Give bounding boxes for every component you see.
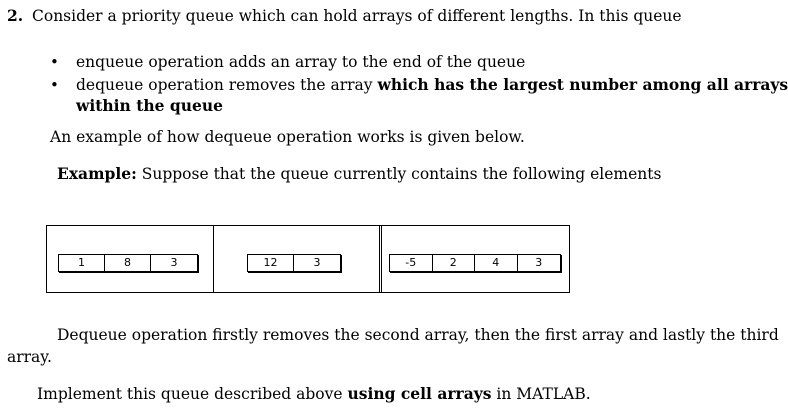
example-intro: An example of how dequeue operation works is given below. [50,128,525,146]
array-cell: 3 [170,256,178,269]
queue-array-2 [247,254,341,272]
bullet-dequeue-bold-cont: within the queue [76,96,224,115]
queue-divider-1 [213,226,214,292]
bullet-dequeue-plain: dequeue operation removes the array [76,76,378,94]
bullet-icon-1: • [50,53,59,71]
array-cell: 12 [248,255,294,271]
array-cell: 1 [59,255,105,271]
question-text: Consider a priority queue which can hold arrays of different lengths. In this queue [32,7,682,25]
array-cell: 3 [535,256,543,269]
array-cell: 4 [475,255,518,271]
implement-plain-2: in MATLAB. [491,385,591,403]
bullet-icon-2: • [50,76,59,94]
queue-diagram [46,225,570,293]
bullet-dequeue-bold: which has the largest number among all arrays [377,75,788,94]
example-line [57,164,661,184]
example-text: Suppose that the queue currently contains the following elements [136,165,662,183]
array-cell: 3 [313,256,321,269]
array-cell: 8 [105,255,151,271]
queue-divider-2 [379,226,382,292]
array-cell: -5 [390,255,433,271]
implement-plain-1: Implement this queue described above [37,385,348,403]
example-label: Example: [57,164,137,183]
dequeue-description: Dequeue operation firstly removes the second array, then the first array and lastly the third [57,326,779,344]
queue-array-1 [58,254,198,272]
question-number: 2. [7,6,24,25]
dequeue-description-cont: array. [7,348,52,366]
queue-array-3 [389,254,561,272]
implement-bold: using cell arrays [347,384,492,403]
bullet-enqueue-text: enqueue operation adds an array to the end of the queue [76,53,526,71]
implement-line [37,384,591,404]
bullet-dequeue-text [76,75,788,95]
array-cell: 2 [433,255,476,271]
